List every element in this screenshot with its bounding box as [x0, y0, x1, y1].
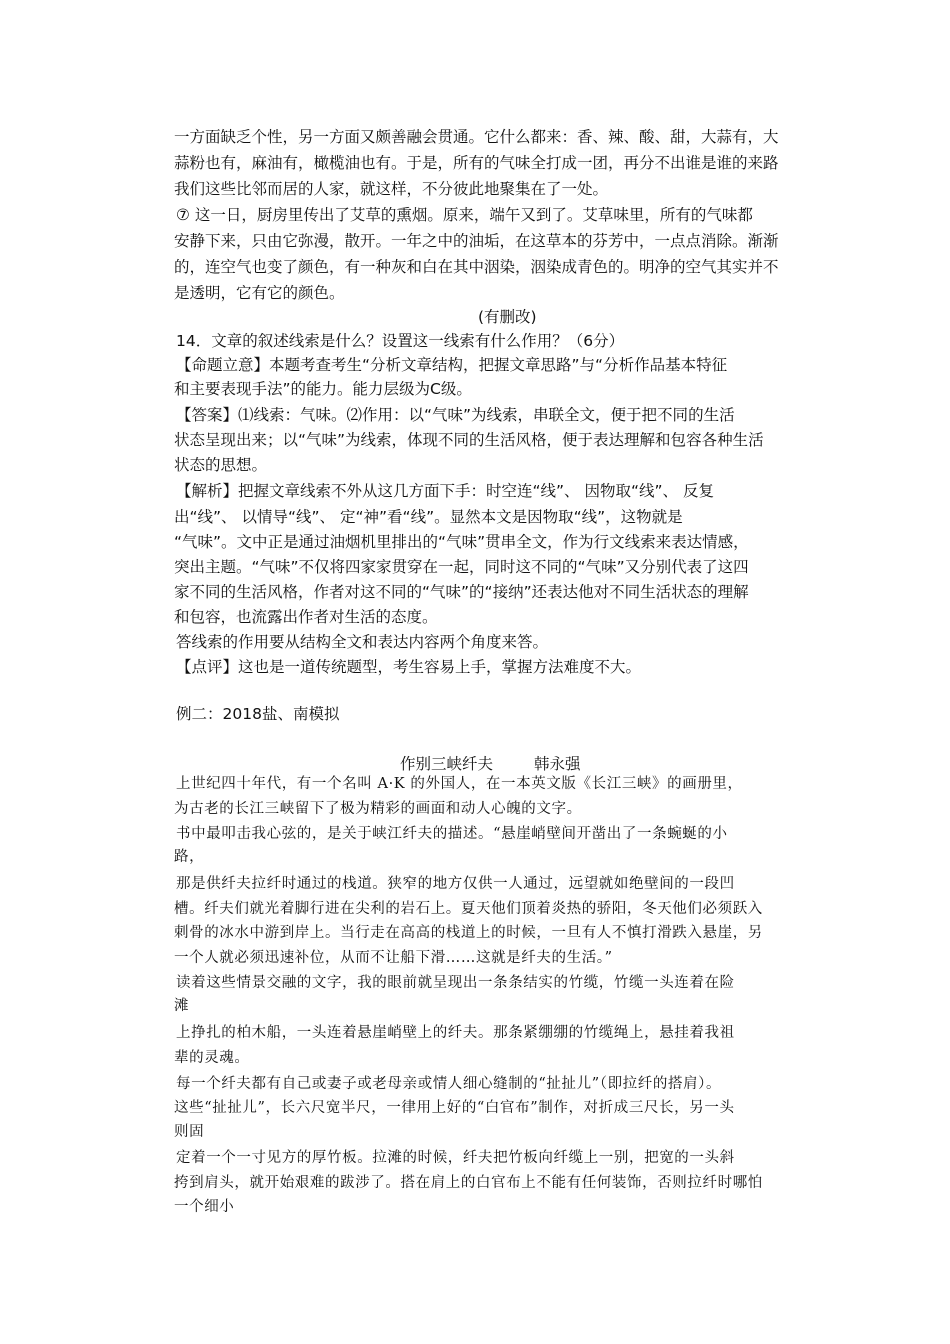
method-line: 答线索的作用要从结构全文和表达内容两个角度来答。	[176, 633, 549, 651]
article-line: 路，	[174, 849, 205, 865]
example-label: 例二：2018盐、南模拟	[176, 705, 340, 723]
paragraph-line: 安静下来，只由它弥漫，散开。一年之中的油垢，在这草本的芬芳中，一点点消除。渐渐	[174, 232, 779, 250]
article-line: 为古老的长江三峡留下了极为精彩的画面和动人心魄的文字。	[174, 801, 582, 817]
article-line: 辈的灵魂。	[174, 1050, 250, 1066]
article-line: 上挣扎的柏木船，一头连着悬崖峭壁上的纤夫。那条紧绷绷的竹缆绳上，悬挂着我祖	[176, 1025, 735, 1041]
article-title: 作别三峡纤夫	[400, 755, 494, 773]
article-line: 挎到肩头，就开始艰难的跋涉了。搭在肩上的白官布上不能有任何装饰，否则拉纤时哪怕	[174, 1175, 763, 1191]
answer-line: 【答案】⑴线索：气味。⑵作用：以“气味”为线索，串联全文，便于把不同的生活	[176, 406, 735, 424]
analysis-line: 【解析】把握文章线索不外从这几方面下手：时空连“线”、 因物取“线”、 反复	[176, 482, 714, 500]
intent-line: 【命题立意】本题考查考生“分析文章结构，把握文章思路”与“分析作品基本特征	[176, 356, 728, 374]
answer-line: 状态的思想。	[174, 456, 268, 474]
paragraph-line: 我们这些比邻而居的人家，就这样，不分彼此地聚集在了一处。	[174, 180, 609, 198]
analysis-line: 和包容，也流露出作者对生活的态度。	[174, 608, 438, 626]
paragraph-line: 的，连空气也变了颜色，有一种灰和白在其中洇染，洇染成青色的。明净的空气其实并不	[174, 258, 779, 276]
article-line: 一个细小	[174, 1199, 235, 1215]
article-line: 每一个纤夫都有自己或妻子或老母亲或情人细心缝制的“扯扯儿”（即拉纤的搭肩）。	[176, 1076, 722, 1092]
article-line: 则固	[174, 1124, 205, 1140]
analysis-line: 家不同的生活风格，作者对这不同的“气味”的“接纳”还表达他对不同生活状态的理解	[174, 583, 749, 601]
comment-line: 【点评】这也是一道传统题型，考生容易上手，掌握方法难度不大。	[176, 658, 642, 676]
paragraph-line: 是透明，它有它的颜色。	[174, 284, 345, 302]
article-line: 一个人就必须迅速补位，从而不让船下滑……这就是纤夫的生活。”	[174, 950, 613, 966]
paragraph-line: 蒜粉也有，麻油有，橄榄油也有。于是，所有的气味全打成一团，再分不出谁是谁的来路	[174, 154, 779, 172]
article-line: 刺骨的冰水中游到岸上。当行走在高高的栈道上的时候，一旦有人不慎打滑跌入悬崖，另	[174, 925, 763, 941]
paragraph-line: 一方面缺乏个性，另一方面又颇善融会贯通。它什么都来：香、辣、酸、甜，大蒜有，大	[174, 128, 779, 146]
article-line: 那是供纤夫拉纤时通过的栈道。狭窄的地方仅供一人通过，远望就如绝壁间的一段凹	[176, 876, 735, 892]
analysis-line: “气味”。文中正是通过油烟机里排出的“气味”贯串全文，作为行文线索来表达情感，	[174, 533, 749, 551]
analysis-line: 出“线”、 以情导“线”、 定“神”看“线”。显然本文是因物取“线”，这物就是	[174, 508, 683, 526]
article-author: 韩永强	[534, 755, 581, 773]
article-line: 这些“扯扯儿”，长六尺宽半尺，一律用上好的“白官布”制作，对折成三尺长，另一头	[174, 1100, 735, 1116]
article-line: 书中最叩击我心弦的，是关于峡江纤夫的描述。“悬崖峭壁间开凿出了一条蜿蜒的小	[176, 826, 728, 842]
intent-line: 和主要表现手法”的能力。能力层级为C级。	[174, 380, 472, 398]
analysis-line: 突出主题。“气味”不仅将四家家贯穿在一起，同时这不同的“气味”又分别代表了这四	[174, 558, 749, 576]
article-line: 定着一个一寸见方的厚竹板。拉滩的时候，纤夫把竹板向纤缆上一别，把宽的一头斜	[176, 1150, 735, 1166]
answer-line: 状态呈现出来；以“气味”为线索，体现不同的生活风格，便于表达理解和包容各种生活	[174, 431, 764, 449]
article-line: 上世纪四十年代，有一个名叫 A·K 的外国人，在一本英文版《长江三峡》的画册里，	[176, 776, 743, 792]
source-note: (有删改)	[478, 308, 537, 326]
article-line: 读着这些情景交融的文字，我的眼前就呈现出一条条结实的竹缆，竹缆一头连着在险	[176, 975, 735, 991]
article-line: 槽。纤夫们就光着脚行进在尖利的岩石上。夏天他们顶着炎热的骄阳，冬天他们必须跃入	[174, 901, 763, 917]
paragraph-line: ⑦ 这一日，厨房里传出了艾草的熏烟。原来，端午又到了。艾草味里，所有的气味都	[176, 206, 753, 224]
question-title: 14．文章的叙述线索是什么？设置这一线索有什么作用？（6分）	[176, 332, 625, 350]
article-line: 滩	[174, 998, 190, 1014]
